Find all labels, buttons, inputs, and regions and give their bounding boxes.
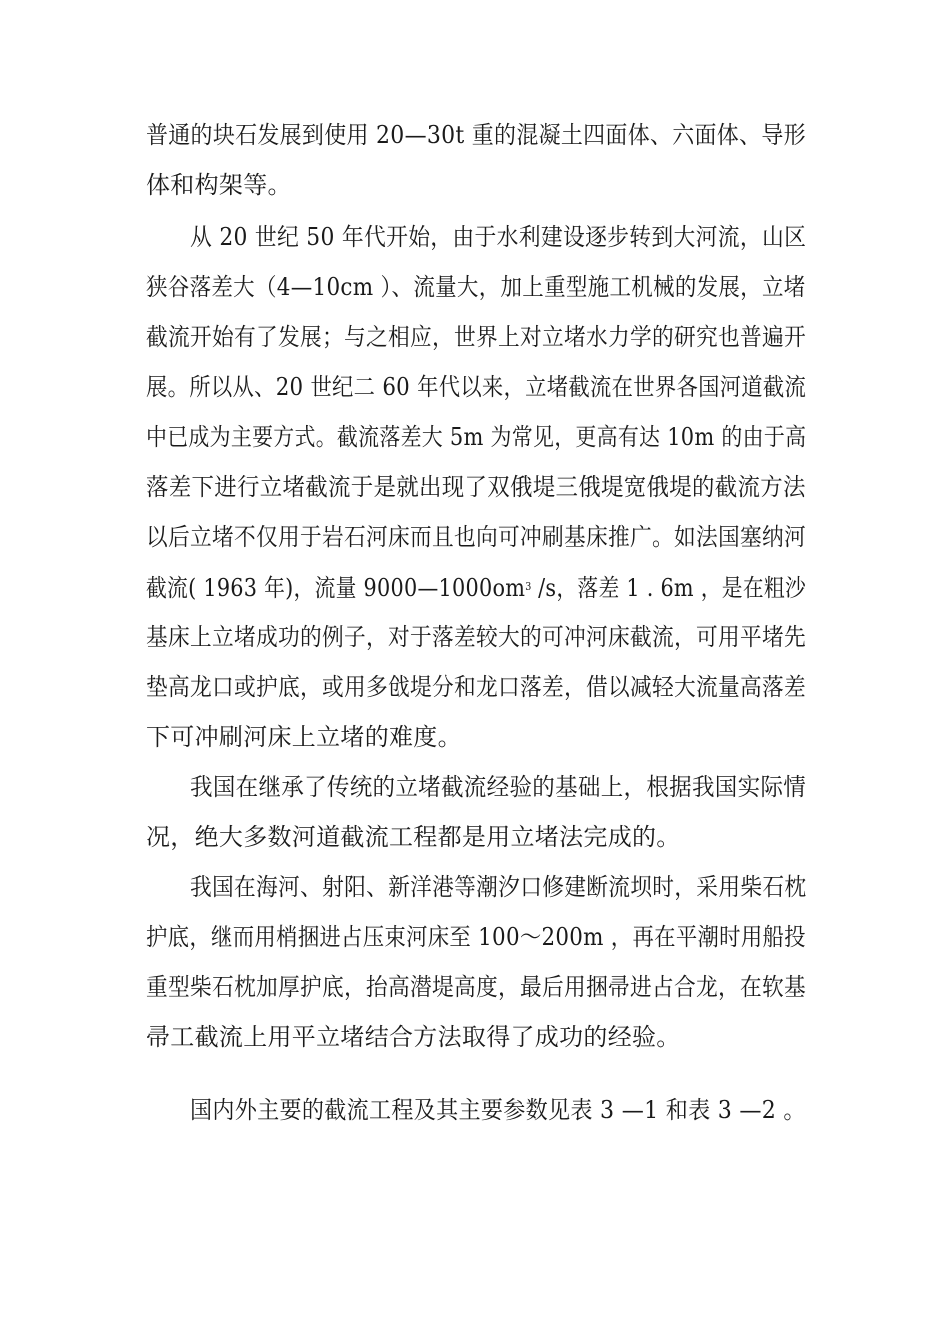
paragraph-2-line-1: 从 20 世纪 50 年代开始，由于水利建设逐步转到大河流，山区 (190, 223, 807, 251)
paragraph-4-line-1: 我国在海河、射阳、新洋港等潮汐口修建断流坝时，采用柴石枕 (190, 873, 807, 901)
paragraph-5-line-1: 国内外主要的截流工程及其主要参数见表 3 —1 和表 3 —2 。 (190, 1096, 806, 1124)
paragraph-2-line-4: 展。所以从、20 世纪二 60 年代以来，立堵截流在世界各国河道截流 (146, 373, 807, 401)
paragraph-3-line-1: 我国在继承了传统的立堵截流经验的基础上，根据我国实际情 (190, 773, 807, 801)
paragraph-2-line-11: 下可冲刷河床上立堵的难度。 (146, 723, 462, 751)
paragraph-4-line-3: 重型柴石枕加厚护底，抬高潜堤高度，最后用捆帚进占合龙，在软基 (146, 973, 806, 1001)
paragraph-1-line-1: 普通的块石发展到使用 20—30t 重的混凝土四面体、六面体、导形 (146, 121, 806, 149)
paragraph-2-line-7: 以后立堵不仅用于岩石河床而且也向可冲刷基床推广。如法国塞纳河 (146, 523, 806, 551)
paragraph-2-line-5: 中已成为主要方式。截流落差大 5m 为常见，更高有达 10m 的由于高 (146, 423, 807, 451)
paragraph-2-line-10: 垫高龙口或护底，或用多戗堤分和龙口落差，借以减轻大流量高落差 (146, 673, 806, 701)
paragraph-4-line-4: 帚工截流上用平立堵结合方法取得了成功的经验。 (146, 1023, 681, 1051)
superscript-3: 3 (525, 580, 532, 593)
line-8-text-after: /s，落差 1 . 6m ，是在粗沙 (531, 574, 806, 602)
paragraph-2-line-8 (146, 572, 806, 603)
paragraph-2-line-3: 截流开始有了发展；与之相应，世界上对立堵水力学的研究也普遍开 (146, 323, 806, 351)
paragraph-2-line-6: 落差下进行立堵截流于是就出现了双俄堤三俄堤宽俄堤的截流方法 (146, 473, 806, 501)
paragraph-1-line-2: 体和构架等。 (146, 171, 292, 199)
paragraph-4-line-2: 护底，继而用梢捆进占压束河床至 100～200m ，再在平潮时用船投 (146, 923, 806, 951)
paragraph-3-line-2: 况，绝大多数河道截流工程都是用立堵法完成的。 (146, 823, 681, 851)
paragraph-2-line-9: 基床上立堵成功的例子，对于落差较大的可冲河床截流，可用平堵先 (146, 623, 806, 651)
paragraph-2-line-2: 狭谷落差大（4—10cm ）、流量大，加上重型施工机械的发展，立堵 (146, 273, 806, 301)
line-8-text-before: 截流( 1963 年)，流量 9000—1000om (146, 574, 526, 602)
